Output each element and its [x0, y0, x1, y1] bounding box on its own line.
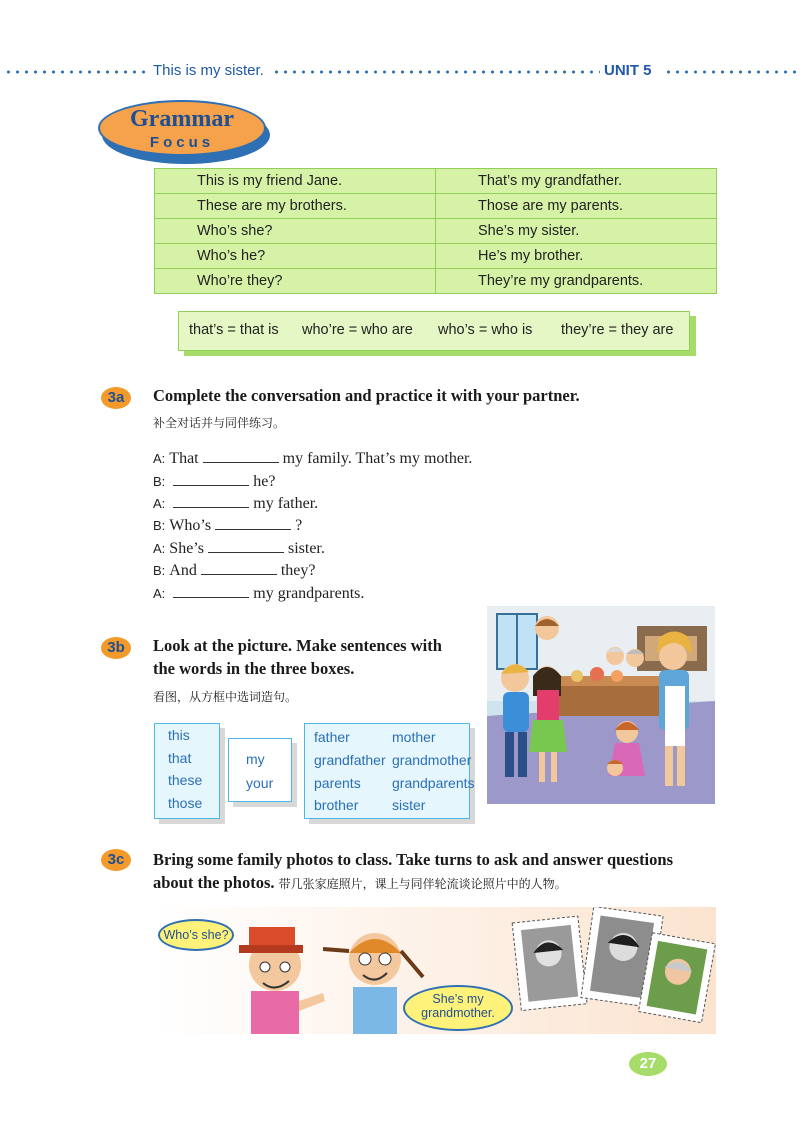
- table-row: [155, 269, 717, 294]
- fill-blank[interactable]: [208, 538, 284, 553]
- table-row: [155, 194, 717, 219]
- speaker-label: A:: [153, 541, 166, 556]
- conversation-line: [153, 471, 276, 491]
- instruction-3c-cn: 带几张家庭照片，课上与同伴轮流谈论照片中的人物。: [278, 877, 567, 891]
- line-text-after: my father.: [253, 495, 319, 512]
- fill-blank[interactable]: [173, 493, 249, 508]
- instruction-3c-line1: Bring some family photos to class. Take turns to ask and answer questions: [153, 850, 673, 869]
- header-lesson-title: This is my sister.: [153, 62, 264, 79]
- word-box-possessives: [228, 738, 292, 802]
- speaker-label: B:: [153, 518, 166, 533]
- table-cell: Who’re they?: [155, 269, 436, 294]
- line-text-after: sister.: [287, 540, 325, 557]
- line-text-after: my grandparents.: [253, 585, 365, 602]
- speaker-label: A:: [153, 496, 166, 511]
- line-text-before: Who’s: [169, 517, 212, 534]
- instruction-3b-line1: Look at the picture. Make sentences with: [153, 636, 442, 655]
- table-cell: That’s my grandfather.: [436, 169, 717, 194]
- instruction-3a: Complete the conversation and practice it with your partner.: [153, 386, 580, 405]
- speaker-label: A:: [153, 451, 166, 466]
- word-box-demonstratives: [154, 723, 220, 819]
- line-text-before: And: [169, 562, 197, 579]
- conversation-line: [153, 560, 316, 580]
- word-item: sister: [392, 797, 426, 813]
- table-cell: Who’s she?: [155, 219, 436, 244]
- word-item: that: [168, 750, 192, 766]
- table-cell: This is my friend Jane.: [155, 169, 436, 194]
- speaker-label: B:: [153, 474, 166, 489]
- conversation-line: [153, 493, 318, 513]
- conversation-line: [153, 448, 472, 468]
- word-item: parents: [314, 775, 361, 791]
- instruction-3c-line2-en: about the photos.: [153, 873, 275, 892]
- table-row: [155, 219, 717, 244]
- bubble-answer-line2: grandmother.: [421, 1006, 495, 1020]
- conversation-line: [153, 538, 325, 558]
- word-item: father: [314, 729, 350, 745]
- contraction-item: who’re = who are: [302, 322, 413, 338]
- word-item: brother: [314, 797, 359, 813]
- section-tag-3b: 3b: [101, 637, 131, 659]
- table-row: [155, 169, 717, 194]
- line-text-after: they?: [280, 562, 316, 579]
- speech-bubble-answer: [403, 985, 513, 1031]
- word-item: those: [168, 795, 203, 811]
- fill-blank[interactable]: [201, 560, 277, 575]
- instruction-3b-cn: 看图，从方框中选词造句。: [153, 690, 298, 704]
- conversation-line: [153, 515, 302, 535]
- fill-blank[interactable]: [173, 471, 249, 486]
- word-item: grandfather: [314, 752, 386, 768]
- line-text-before: She’s: [169, 540, 204, 557]
- section-tag-3a: 3a: [101, 387, 131, 409]
- badge-grammar-text: Grammar: [130, 106, 234, 132]
- bubble-answer-line1: She’s my: [432, 992, 484, 1006]
- table-cell: They’re my grandparents.: [436, 269, 717, 294]
- table-cell: Who’s he?: [155, 244, 436, 269]
- table-cell: These are my brothers.: [155, 194, 436, 219]
- line-text-after: ?: [295, 517, 303, 534]
- family-illustration: [487, 606, 715, 804]
- fill-blank[interactable]: [173, 583, 249, 598]
- header-unit-label: UNIT 5: [604, 62, 652, 79]
- photo-discussion-illustration: [153, 907, 716, 1034]
- contraction-item: they’re = they are: [561, 322, 674, 338]
- line-text-before: That: [169, 450, 199, 467]
- line-text-after: he?: [253, 473, 276, 490]
- contractions-box: [178, 311, 690, 351]
- contraction-item: who’s = who is: [438, 322, 533, 338]
- table-cell: She’s my sister.: [436, 219, 717, 244]
- fill-blank[interactable]: [215, 515, 291, 530]
- conversation-line: [153, 583, 364, 603]
- instruction-3b-line2: the words in the three boxes.: [153, 659, 355, 678]
- header-dots-left: [4, 70, 150, 74]
- header-dots-middle: [272, 70, 600, 74]
- word-item: my: [246, 751, 265, 767]
- instruction-3a-cn: 补全对话并与同伴练习。: [153, 416, 286, 430]
- table-cell: He’s my brother.: [436, 244, 717, 269]
- grammar-table: [154, 168, 717, 294]
- word-item: these: [168, 772, 203, 788]
- page-number: 27: [629, 1052, 667, 1076]
- badge-focus-text: Focus: [149, 134, 215, 151]
- word-item: mother: [392, 729, 436, 745]
- speaker-label: B:: [153, 563, 166, 578]
- fill-blank[interactable]: [203, 448, 279, 463]
- word-box-family-members: [304, 723, 475, 819]
- word-item: this: [168, 727, 190, 743]
- table-cell: Those are my parents.: [436, 194, 717, 219]
- table-row: [155, 244, 717, 269]
- word-item: grandparents: [392, 775, 475, 791]
- speech-bubble-question: Who’s she?: [158, 919, 234, 951]
- word-item: grandmother: [392, 752, 472, 768]
- speaker-label: A:: [153, 586, 166, 601]
- word-item: your: [246, 775, 274, 791]
- line-text-after: my family. That’s my mother.: [282, 450, 473, 467]
- grammar-focus-badge: [98, 100, 272, 164]
- instruction-3c-line2: [153, 873, 567, 893]
- section-tag-3c: 3c: [101, 849, 131, 871]
- contraction-item: that’s = that is: [189, 322, 279, 338]
- header-dots-right: [664, 70, 796, 74]
